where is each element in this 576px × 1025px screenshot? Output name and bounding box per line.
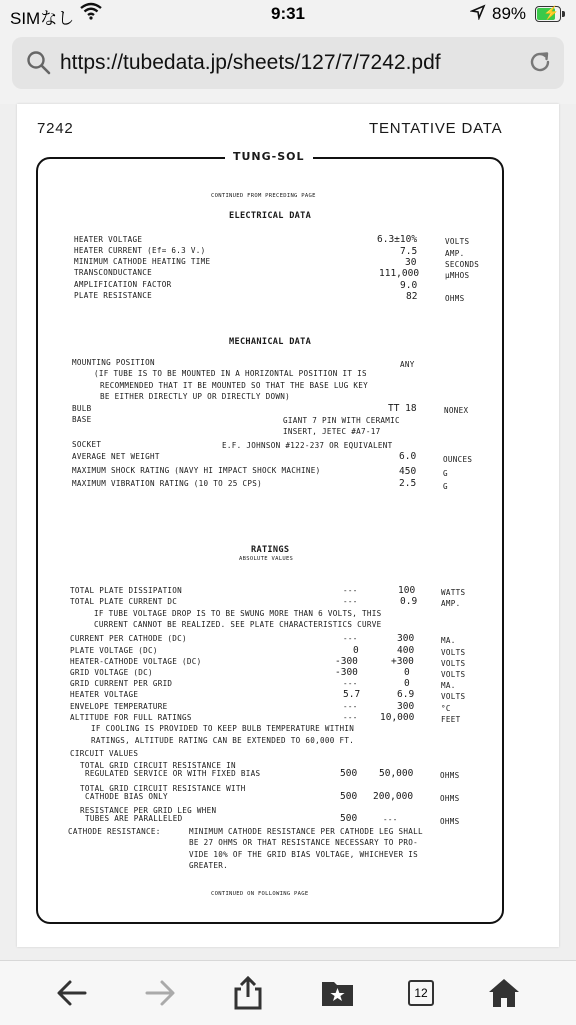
bulb-unit: NONEX bbox=[444, 406, 469, 415]
reload-icon[interactable] bbox=[527, 49, 553, 80]
row-unit: G bbox=[443, 469, 448, 478]
circuit-max: 200,000 bbox=[373, 791, 414, 802]
circuit-unit: OHMS bbox=[440, 771, 460, 780]
row-label: ALTITUDE FOR FULL RATINGS bbox=[70, 713, 192, 722]
cathode-resistance-text: BE 27 OHMS OR THAT RESISTANCE NECESSARY TO PRO- bbox=[189, 838, 418, 847]
row-label: HEATER-CATHODE VOLTAGE (DC) bbox=[70, 657, 202, 666]
circuit-unit: OHMS bbox=[440, 794, 460, 803]
cathode-resistance-text: MINIMUM CATHODE RESISTANCE PER CATHODE LEG SHALL bbox=[189, 827, 423, 836]
clock: 9:31 bbox=[270, 4, 306, 23]
row-label: MAXIMUM SHOCK RATING (NAVY HI IMPACT SHOCK MACHINE) bbox=[72, 466, 321, 475]
row-unit: AMP. bbox=[441, 599, 461, 608]
row-unit: VOLTS bbox=[441, 670, 466, 679]
address-bar[interactable] bbox=[12, 37, 564, 89]
mounting-label: MOUNTING POSITION bbox=[72, 358, 155, 367]
row-label: GRID VOLTAGE (DC) bbox=[70, 668, 153, 677]
carrier-label: SIMなし bbox=[10, 9, 75, 28]
forward-arrow-icon[interactable] bbox=[142, 975, 178, 1011]
tube-number: 7242 bbox=[37, 120, 74, 137]
socket-value: E.F. JOHNSON #122-237 OR EQUIVALENT bbox=[222, 441, 393, 450]
row-unit: VOLTS bbox=[441, 659, 466, 668]
ratings-note: CURRENT CANNOT BE REALIZED. SEE PLATE CHARACTERISTICS CURVE bbox=[94, 620, 382, 629]
search-icon bbox=[26, 50, 52, 81]
back-arrow-icon[interactable] bbox=[54, 975, 90, 1011]
row-max: 300 bbox=[397, 701, 415, 712]
circuit-label: TOTAL GRID CIRCUIT RESISTANCE IN bbox=[80, 761, 236, 770]
row-label: AVERAGE NET WEIGHT bbox=[72, 452, 160, 461]
row-unit: WATTS bbox=[441, 588, 466, 597]
ratings-note: IF COOLING IS PROVIDED TO KEEP BULB TEMPERATURE WITHIN bbox=[91, 724, 355, 733]
cathode-resistance-text: VIDE 10% OF THE GRID BIAS VOLTAGE, WHICHEVER IS bbox=[189, 850, 418, 859]
row-label: TRANSCONDUCTANCE bbox=[74, 268, 152, 277]
row-value: 82 bbox=[406, 291, 418, 302]
row-value: 9.0 bbox=[400, 280, 418, 291]
row-min: --- bbox=[343, 679, 358, 688]
row-min: --- bbox=[343, 713, 358, 722]
bulb-label: BULB bbox=[72, 404, 92, 413]
row-unit: µMHOS bbox=[445, 271, 470, 280]
status-bar bbox=[0, 0, 576, 30]
share-icon[interactable] bbox=[230, 975, 266, 1011]
row-unit: G bbox=[443, 482, 448, 491]
row-label: HEATER VOLTAGE bbox=[70, 690, 139, 699]
row-unit: AMP. bbox=[445, 249, 465, 258]
socket-label: SOCKET bbox=[72, 440, 102, 449]
electrical-title: ELECTRICAL DATA bbox=[229, 211, 312, 221]
circuit-values-title: CIRCUIT VALUES bbox=[70, 749, 139, 758]
tabs-icon[interactable]: 12 bbox=[408, 980, 434, 1006]
bulb-value: TT 18 bbox=[388, 403, 417, 414]
battery-percent: 89% bbox=[492, 4, 527, 23]
battery-icon: ⚡ bbox=[535, 6, 561, 22]
mounting-note: (IF TUBE IS TO BE MOUNTED IN A HORIZONTAL POSITION IT IS bbox=[94, 369, 367, 378]
location-arrow-icon bbox=[470, 4, 486, 25]
continued-from: CONTINUED FROM PRECEDING PAGE bbox=[211, 193, 316, 199]
row-label: GRID CURRENT PER GRID bbox=[70, 679, 173, 688]
circuit-label: REGULATED SERVICE OR WITH FIXED BIAS bbox=[85, 769, 261, 778]
row-label: HEATER CURRENT (Ef= 6.3 V.) bbox=[74, 246, 206, 255]
ratings-title: RATINGS bbox=[251, 545, 290, 555]
row-max: 0 bbox=[404, 678, 410, 689]
row-value: 2.5 bbox=[399, 478, 417, 489]
ratings-note: RATINGS, ALTITUDE RATING CAN BE EXTENDED TO 60,000 FT. bbox=[91, 736, 355, 745]
mechanical-title: MECHANICAL DATA bbox=[229, 337, 312, 347]
circuit-label: TUBES ARE PARALLELED bbox=[85, 814, 183, 823]
row-value: 450 bbox=[399, 466, 417, 477]
row-min: --- bbox=[343, 597, 358, 606]
circuit-min: 500 bbox=[340, 768, 358, 779]
circuit-label: CATHODE BIAS ONLY bbox=[85, 792, 168, 801]
row-label: TOTAL PLATE DISSIPATION bbox=[70, 586, 183, 595]
cathode-resistance-text: GREATER. bbox=[189, 861, 228, 870]
document-status: TENTATIVE DATA bbox=[369, 120, 503, 137]
row-label: AMPLIFICATION FACTOR bbox=[74, 280, 172, 289]
ratings-note: IF TUBE VOLTAGE DROP IS TO BE SWUNG MORE THAN 6 VOLTS, THIS bbox=[94, 609, 382, 618]
row-unit: °C bbox=[441, 704, 451, 713]
row-unit: MA. bbox=[441, 681, 456, 690]
row-min: 5.7 bbox=[343, 689, 361, 700]
row-unit: VOLTS bbox=[441, 692, 466, 701]
row-min: 0 bbox=[353, 645, 359, 656]
row-max: 10,000 bbox=[380, 712, 415, 723]
row-unit: MA. bbox=[441, 636, 456, 645]
home-icon[interactable] bbox=[486, 975, 522, 1011]
battery-tip bbox=[562, 11, 565, 17]
row-label: HEATER VOLTAGE bbox=[74, 235, 143, 244]
row-unit: SECONDS bbox=[445, 260, 480, 269]
circuit-label: RESISTANCE PER GRID LEG WHEN bbox=[80, 806, 217, 815]
row-label: MINIMUM CATHODE HEATING TIME bbox=[74, 257, 211, 266]
row-value: 6.0 bbox=[399, 451, 417, 462]
bottom-toolbar bbox=[0, 960, 576, 1025]
circuit-unit: OHMS bbox=[440, 817, 460, 826]
base-value: GIANT 7 PIN WITH CERAMIC bbox=[283, 416, 400, 425]
pdf-page bbox=[17, 104, 559, 947]
row-max: 6.9 bbox=[397, 689, 415, 700]
row-max: 300 bbox=[397, 633, 415, 644]
row-label: CURRENT PER CATHODE (DC) bbox=[70, 634, 187, 643]
row-max: 0.9 bbox=[400, 596, 418, 607]
row-unit: VOLTS bbox=[445, 237, 470, 246]
row-min: -300 bbox=[335, 656, 358, 667]
row-label: TOTAL PLATE CURRENT DC bbox=[70, 597, 178, 606]
row-label: PLATE VOLTAGE (DC) bbox=[70, 646, 158, 655]
circuit-min: 500 bbox=[340, 813, 358, 824]
row-min: --- bbox=[343, 586, 358, 595]
row-unit: OHMS bbox=[445, 294, 465, 303]
row-label: MAXIMUM VIBRATION RATING (10 TO 25 CPS) bbox=[72, 479, 263, 488]
row-min: -300 bbox=[335, 667, 358, 678]
row-unit: OUNCES bbox=[443, 455, 473, 464]
circuit-max: 50,000 bbox=[379, 768, 414, 779]
row-unit: VOLTS bbox=[441, 648, 466, 657]
pdf-viewer[interactable] bbox=[0, 104, 576, 960]
cathode-resistance-label: CATHODE RESISTANCE: bbox=[68, 827, 161, 836]
url-text[interactable]: https://tubedata.jp/sheets/127/7/7242.pdf bbox=[60, 51, 441, 74]
base-label: BASE bbox=[72, 415, 92, 424]
row-label: ENVELOPE TEMPERATURE bbox=[70, 702, 168, 711]
row-unit: FEET bbox=[441, 715, 461, 724]
mounting-value: ANY bbox=[400, 360, 415, 369]
continued-on: CONTINUED ON FOLLOWING PAGE bbox=[211, 891, 309, 897]
circuit-label: TOTAL GRID CIRCUIT RESISTANCE WITH bbox=[80, 784, 246, 793]
row-value: 6.3±10% bbox=[377, 234, 418, 245]
brand-logo: TUNG-SOL bbox=[225, 150, 313, 163]
circuit-max: --- bbox=[383, 815, 398, 824]
circuit-min: 500 bbox=[340, 791, 358, 802]
row-value: 111,000 bbox=[379, 268, 420, 279]
bookmarks-icon[interactable] bbox=[320, 975, 356, 1011]
row-min: --- bbox=[343, 702, 358, 711]
row-max: 400 bbox=[397, 645, 415, 656]
row-min: --- bbox=[343, 634, 358, 643]
row-max: +300 bbox=[391, 656, 414, 667]
row-value: 30 bbox=[405, 257, 417, 268]
ratings-subtitle: ABSOLUTE VALUES bbox=[239, 556, 294, 562]
row-max: 0 bbox=[404, 667, 410, 678]
row-value: 7.5 bbox=[400, 246, 418, 257]
mounting-note: RECOMMENDED THAT IT BE MOUNTED SO THAT THE BASE LUG KEY bbox=[100, 381, 368, 390]
row-label: PLATE RESISTANCE bbox=[74, 291, 152, 300]
base-value: INSERT, JETEC #A7-17 bbox=[283, 427, 381, 436]
row-max: 100 bbox=[398, 585, 416, 596]
mounting-note: BE EITHER DIRECTLY UP OR DIRECTLY DOWN) bbox=[100, 392, 291, 401]
